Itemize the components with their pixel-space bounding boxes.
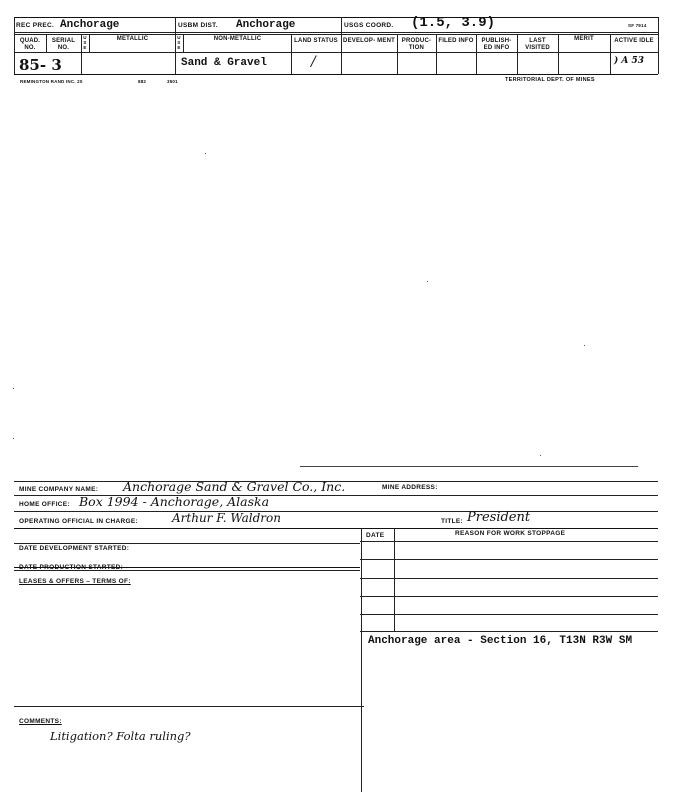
bracket-mark: ) — [614, 56, 619, 66]
usgs-coord-label: USGS COORD. — [344, 22, 394, 29]
print-code-2: 3501 — [167, 79, 178, 84]
col-land-status: LAND STATUS — [294, 38, 338, 44]
form-code: SF 7914 — [628, 23, 647, 28]
mine-address-label: MINE ADDRESS: — [382, 484, 438, 491]
operating-official-value: Arthur F. Waldron — [172, 511, 281, 525]
usbm-dist-value: Anchorage — [236, 19, 296, 31]
speck — [427, 281, 428, 282]
col-last-visited: LAST VISITED — [525, 38, 550, 51]
col-serial-no: SERIAL NO. — [51, 38, 76, 51]
printer-credit: REMINGTON RAND INC. 20 — [20, 79, 83, 84]
location-note: Anchorage area - Section 16, T13N R3W SM — [368, 635, 633, 647]
col-filed-info: FILED INFO — [438, 38, 474, 44]
title-label: TITLE: — [441, 518, 464, 525]
operating-official-label: OPERATING OFFICIAL IN CHARGE: — [19, 518, 138, 525]
mine-company-label: MINE COMPANY NAME: — [19, 486, 99, 493]
col-use-nonmetallic: U S E — [177, 35, 181, 50]
home-office-label: HOME OFFICE: — [19, 501, 70, 508]
col-quad-no: QUAD. NO. — [19, 38, 41, 51]
comments-value: Litigation? Folta ruling? — [50, 729, 191, 743]
col-use-metallic: U S E — [83, 35, 87, 50]
mine-company-value: Anchorage Sand & Gravel Co., Inc. — [123, 479, 346, 494]
date-header: DATE — [366, 532, 385, 539]
reason-header: REASON FOR WORK STOPPAGE — [455, 530, 566, 537]
speck — [13, 388, 14, 389]
quad-serial-value: 85- 3 — [19, 56, 62, 74]
date-development-label: DATE DEVELOPMENT STARTED: — [19, 545, 130, 552]
active-idle-value: ) A 53 — [614, 56, 645, 66]
col-published-info: PUBLISH- ED INFO — [481, 38, 512, 51]
rec-prec-value: Anchorage — [60, 19, 120, 31]
speck — [584, 345, 585, 346]
col-metallic: METALLIC — [116, 36, 149, 42]
speck — [205, 153, 206, 154]
leases-label: LEASES & OFFERS – TERMS OF: — [19, 578, 131, 585]
land-status-value: / — [311, 54, 316, 70]
col-production: PRODUC- TION — [401, 38, 432, 51]
col-development: DEVELOP- MENT — [343, 38, 395, 44]
department-label: TERRITORIAL DEPT. OF MINES — [505, 77, 595, 83]
usbm-dist-label: USBM DIST. — [178, 22, 218, 29]
col-merit: MERIT — [574, 36, 594, 42]
speck — [13, 438, 14, 439]
usgs-coord-value: (1.5, 3.9) — [411, 15, 496, 31]
speck — [540, 455, 541, 456]
non-metallic-value: Sand & Gravel — [181, 57, 267, 69]
stray-rule — [300, 466, 638, 467]
home-office-value: Box 1994 - Anchorage, Alaska — [79, 494, 270, 509]
rec-prec-label: REC PREC. — [16, 22, 55, 29]
title-value: President — [467, 510, 531, 525]
comments-label: COMMENTS: — [19, 718, 62, 725]
col-active-idle: ACTIVE IDLE — [614, 38, 654, 44]
print-code-1: 882 — [138, 79, 147, 84]
col-non-metallic: NON-METALLIC — [213, 36, 262, 42]
date-production-label: DATE PRODUCTION STARTED: — [19, 564, 124, 571]
